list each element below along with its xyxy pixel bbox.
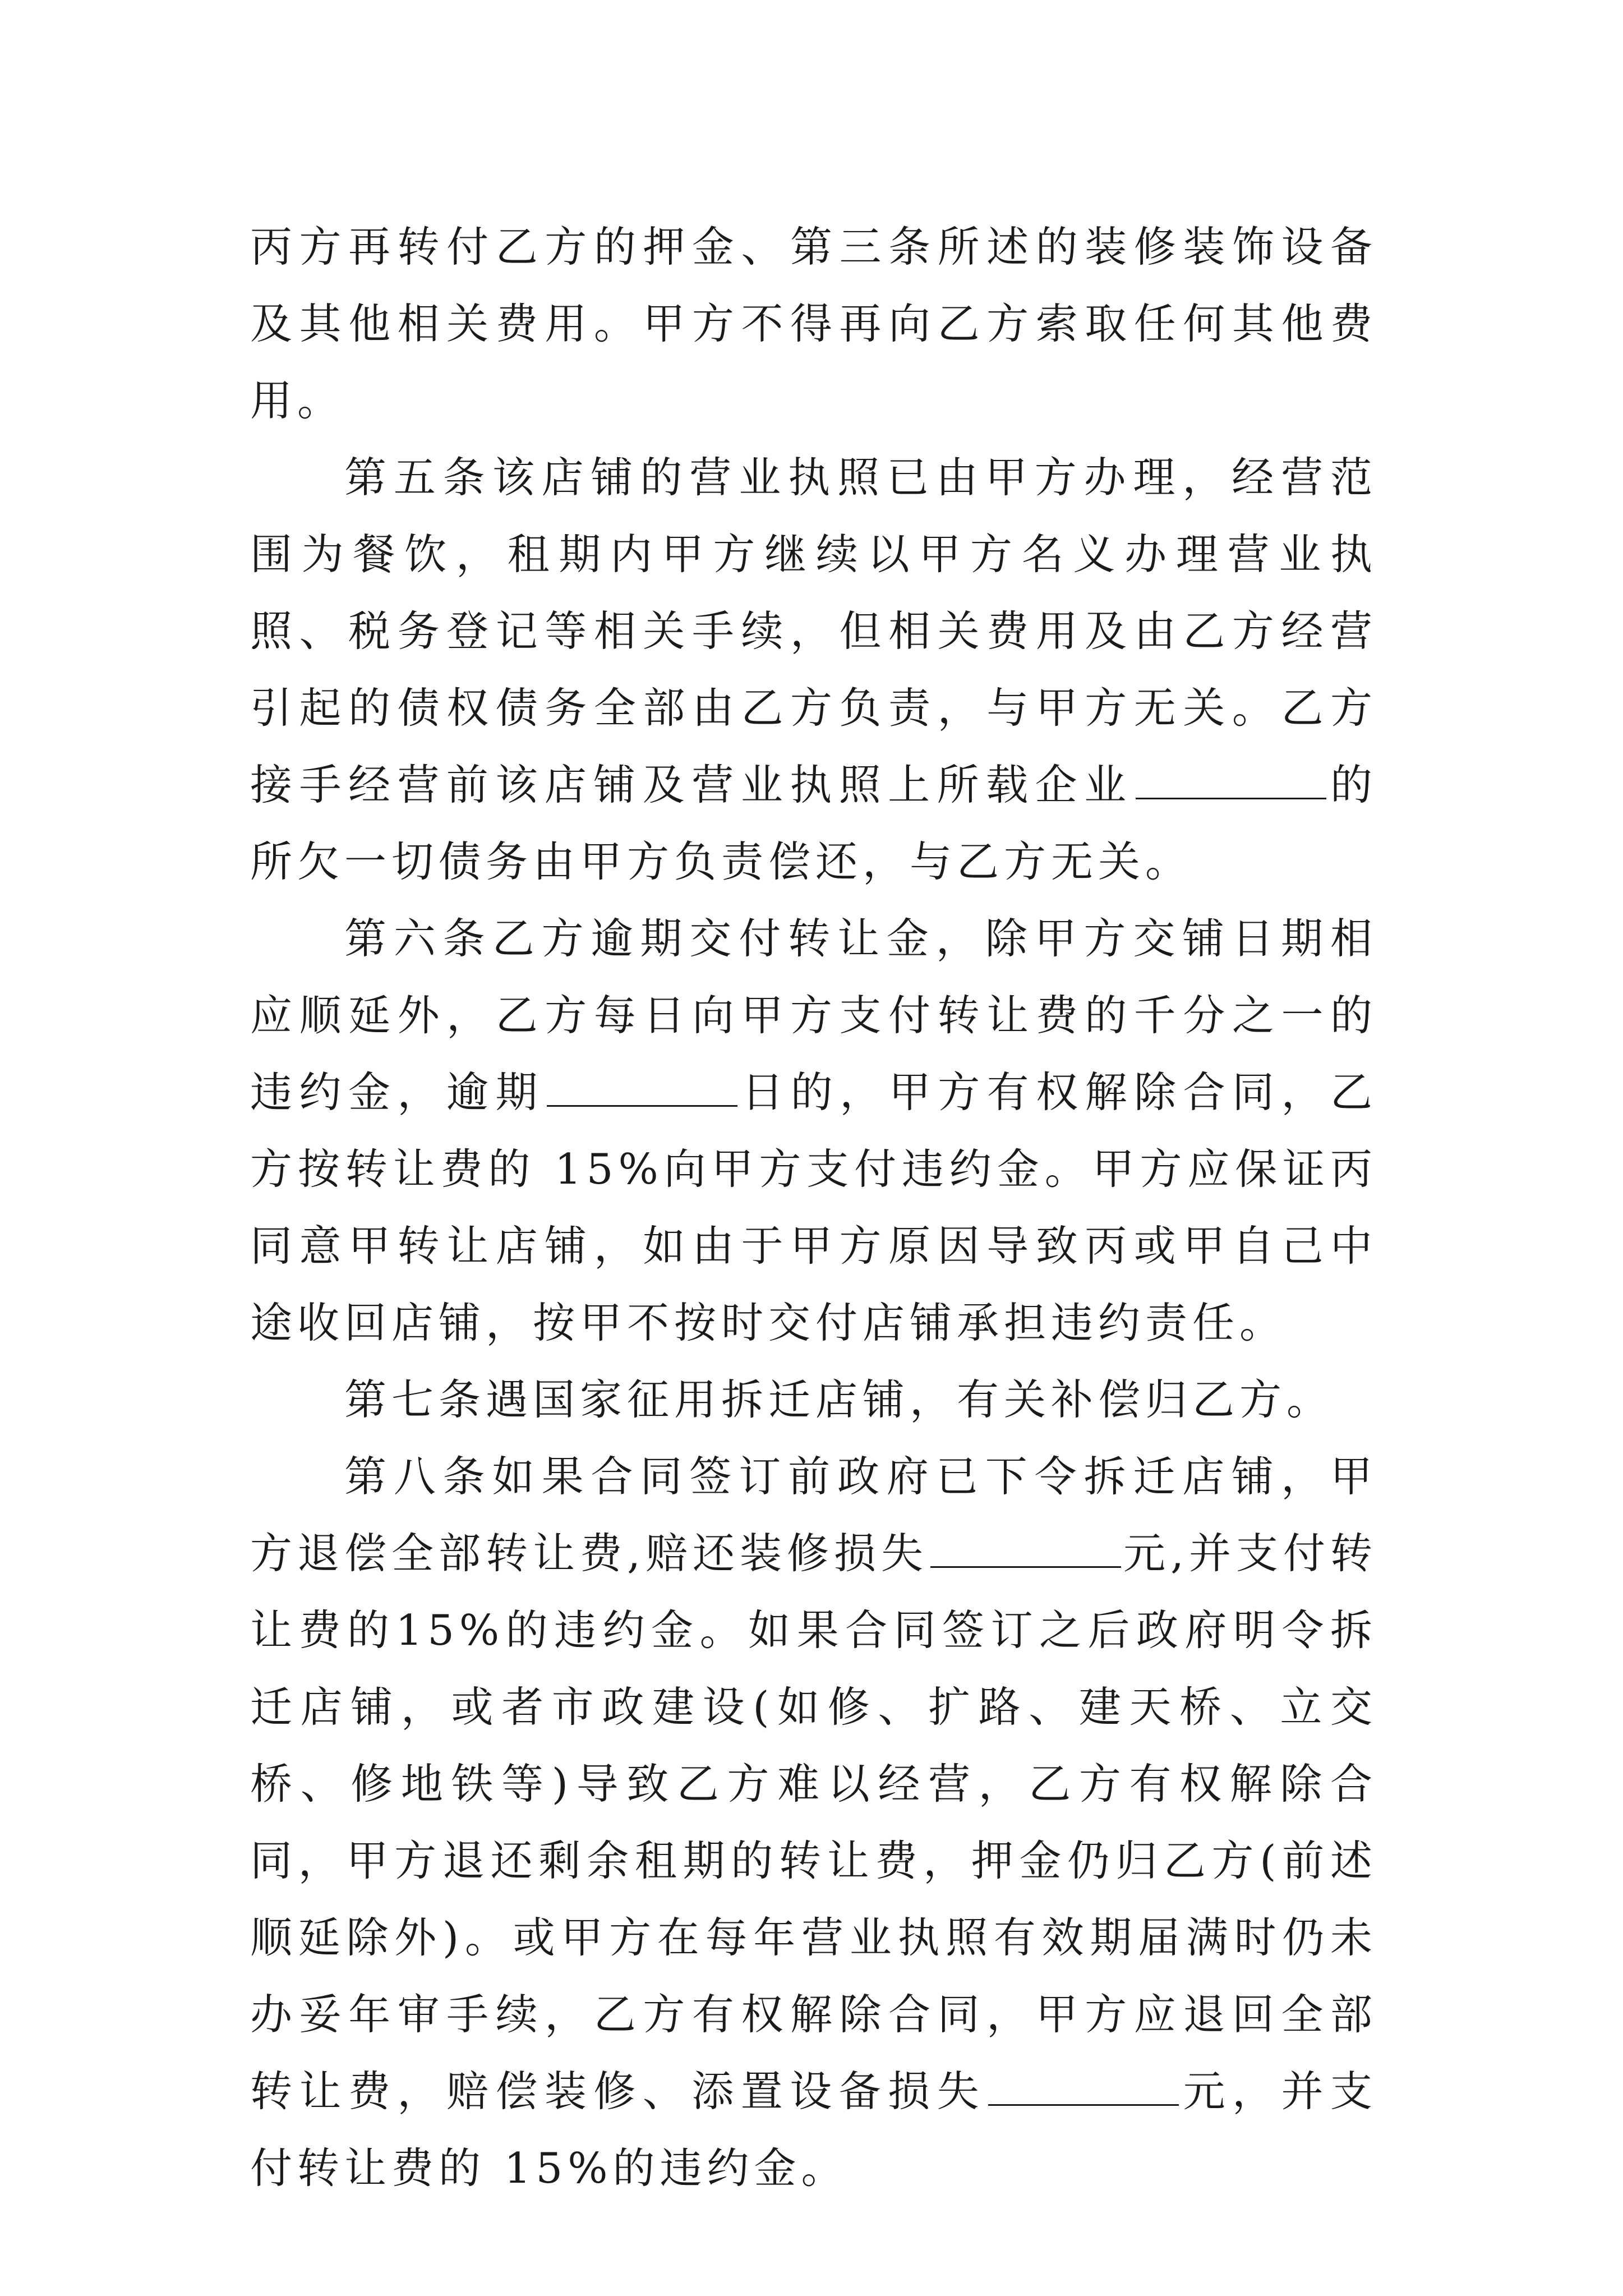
paragraph-text: 元,并支付转让费的15%的违约金。如果合同签订之后政府明令拆迁店铺，或者市政建设(如修、扩路、建天桥、立交桥、修地铁等)导致乙方难以经营，乙方有权解除合同，甲方退还剩余租期的转让费，押金仍归乙方(前述顺延除外)。或甲方在每年营业执照有效期届满时仍未办妥年审手续，乙方有权解除合同，甲方应退回全部转让费，赔偿装修、添置设备损失	[250, 1529, 1378, 2116]
paragraph	[250, 1438, 1377, 2207]
document-body	[250, 209, 1377, 2207]
paragraph-text: 第八条如果合同签订前政府已下令拆迁店铺，甲方退偿全部转让费,赔还装修损失	[250, 1452, 1377, 1578]
paragraph-text: 第五条该店铺的营业执照已由甲方办理，经营范围为餐饮，租期内甲方继续以甲方名义办理营业执照、税务登记等相关手续，但相关费用及由乙方经营引起的债权债务全部由乙方负责，与甲方无关。乙方接手经营前该店铺及营业执照上所载企业	[250, 453, 1377, 809]
fill-in-blank	[547, 1071, 737, 1107]
paragraph-text: 日的，甲方有权解除合同，乙方按转让费的 15%向甲方支付违约金。甲方应保证丙同意甲转让店铺，如由于甲方原因导致丙或甲自己中途收回店铺，按甲不按时交付店铺承担违约责任。	[250, 1068, 1377, 1347]
paragraph-text: 丙方再转付乙方的押金、第三条所述的装修装饰设备及其他相关费用。甲方不得再向乙方索取任何其他费用。	[250, 222, 1377, 425]
paragraph-text: 第七条遇国家征用拆迁店铺，有关补偿归乙方。	[344, 1375, 1334, 1424]
paragraph-text: 第六条乙方逾期交付转让金，除甲方交铺日期相应顺延外，乙方每日向甲方支付转让费的千分之一的违约金，逾期	[250, 914, 1377, 1117]
fill-in-blank	[930, 1533, 1121, 1568]
paragraph-text: 元，并支付转让费的 15%的违约金。	[250, 2067, 1377, 2193]
fill-in-blank	[1136, 764, 1326, 799]
paragraph-text: 的所欠一切债务由甲方负责偿还，与乙方无关。	[250, 760, 1377, 886]
paragraph	[250, 900, 1377, 1361]
paragraph	[250, 209, 1377, 439]
paragraph	[250, 439, 1377, 900]
fill-in-blank	[988, 2070, 1179, 2106]
paragraph	[250, 1361, 1377, 1438]
